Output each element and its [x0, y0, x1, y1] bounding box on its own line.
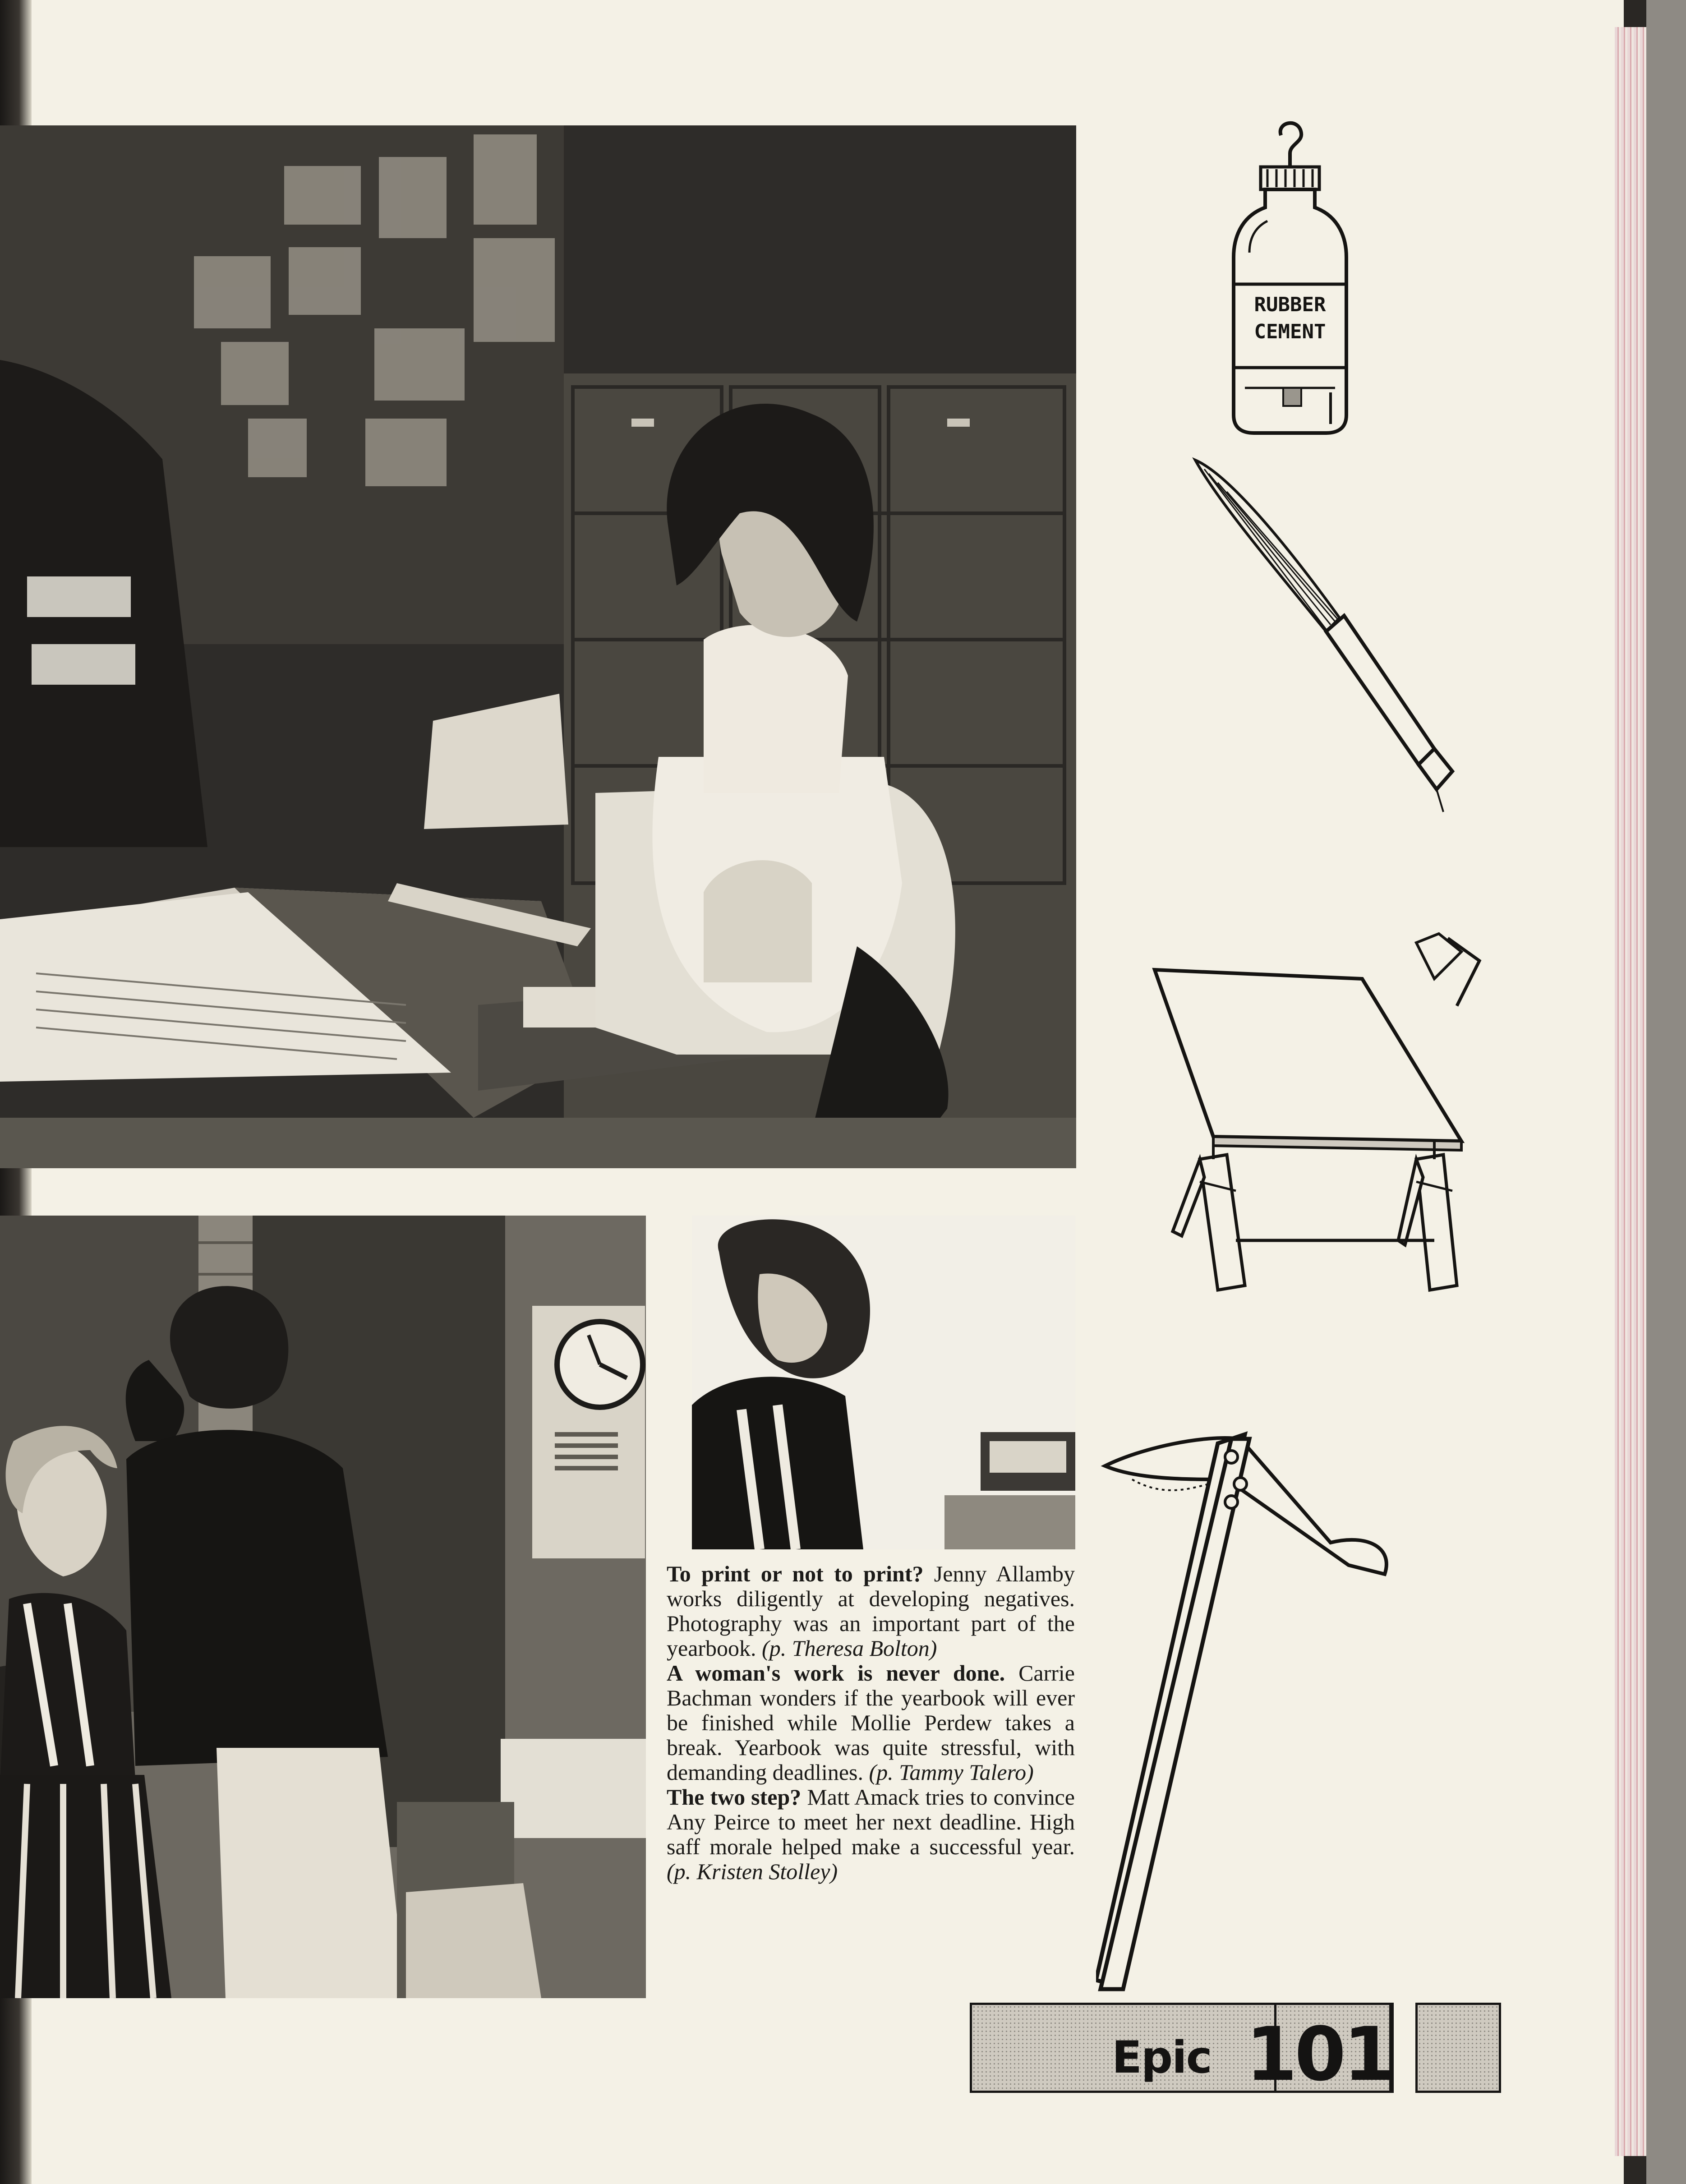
paintbrush-icon [1191, 456, 1470, 830]
caption-body: Jenny Allamby works diligently at developing negatives. Photography was an important part of the yearbook. [667, 1561, 1075, 1661]
page-folio [970, 2003, 1394, 2097]
rubber-cement-label-line2: CEMENT [1254, 320, 1326, 343]
page-number: 101 [1246, 2011, 1392, 2097]
photo-credit: (p. Theresa Bolton) [762, 1636, 937, 1661]
photo-hallway [0, 1216, 646, 1998]
caption-lead: The two step? [667, 1784, 802, 1810]
photo-darkroom [692, 1216, 1075, 1549]
caption-body: Matt Amack tries to convince Any Peirce to meet her next deadline. High saff morale helped make a successful year. [667, 1784, 1075, 1859]
cover-edge [1646, 0, 1686, 2184]
page-edges [1615, 27, 1646, 2156]
caption-lead: A woman's work is never done. [667, 1660, 1005, 1686]
caption-lead: To print or not to print? [667, 1561, 924, 1586]
drafting-table-icon [1146, 925, 1488, 1313]
rubber-cement-jar-icon [1227, 117, 1353, 442]
photo-captions [667, 1562, 1075, 1884]
rubber-cement-label-line1: RUBBER [1254, 293, 1326, 316]
folio-blank-box [1415, 2003, 1501, 2093]
caption-womans-work [667, 1661, 1075, 1785]
photo-credit: (p. Kristen Stolley) [667, 1859, 838, 1884]
caption-two-step [667, 1785, 1075, 1884]
caption-photography [667, 1562, 1075, 1661]
folio-section-title: Epic [1112, 2032, 1212, 2083]
photo-credit: (p. Tammy Talero) [869, 1760, 1034, 1785]
t-square-icon [1096, 1430, 1511, 1998]
caption-body: Carrie Bachman wonders if the yearbook will ever be finished while Mollie Perdew takes a break. Yearbook was quite stressful, with demanding deadlines. [667, 1660, 1075, 1785]
photo-yearbook-office [0, 125, 1076, 1168]
